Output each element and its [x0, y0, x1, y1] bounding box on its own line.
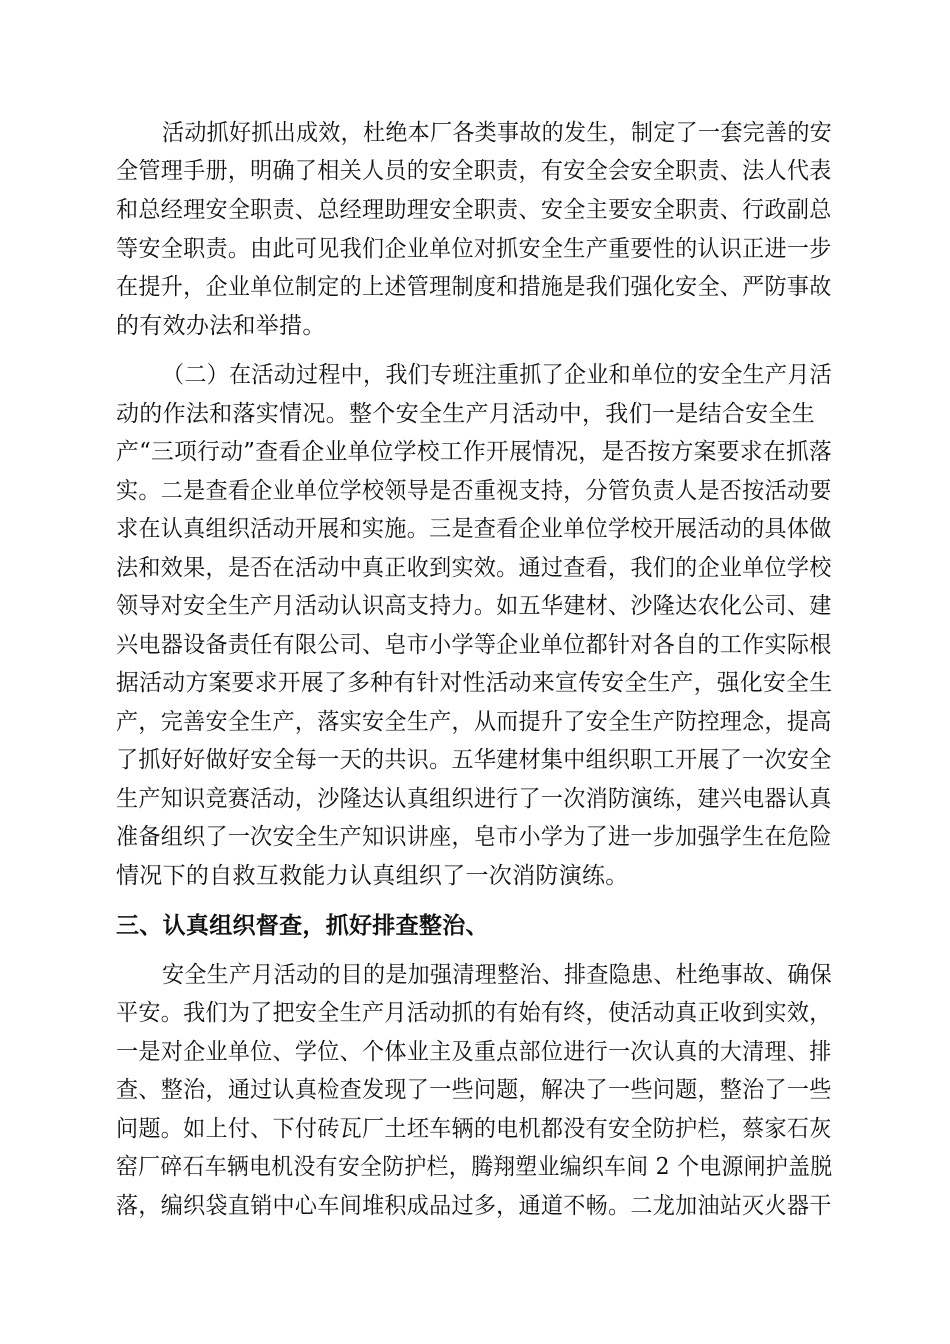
paragraph-2-line: 了抓好好做好安全每一天的共识。五华建材集中组织职工开展了一次安全 — [116, 747, 832, 773]
paragraph-3-line: 问题。如上付、下付砖瓦厂土坯车辆的电机都没有安全防护栏，蔡家石灰 — [116, 1116, 832, 1142]
paragraph-1-line: 全管理手册，明确了相关人员的安全职责，有安全会安全职责、法人代表 — [116, 158, 832, 184]
paragraph-3-line: 查、整治，通过认真检查发现了一些问题，解决了一些问题，整治了一些 — [116, 1077, 832, 1103]
paragraph-2-line: 生产知识竞赛活动，沙隆达认真组织进行了一次消防演练，建兴电器认真 — [116, 786, 832, 812]
paragraph-2-line: 兴电器设备责任有限公司、皂市小学等企业单位都针对各自的工作实际根 — [116, 632, 832, 658]
paragraph-2-line: 动的作法和落实情况。整个安全生产月活动中，我们一是结合安全生 — [116, 401, 815, 427]
paragraph-2-line: 产，完善安全生产，落实安全生产，从而提升了安全生产防控理念，提高 — [116, 709, 832, 735]
paragraph-3-line: 落，编织袋直销中心车间堆积成品过多，通道不畅。二龙加油站灭火器干 — [116, 1193, 832, 1219]
paragraph-2-line: 据活动方案要求开展了多种有针对性活动来宣传安全生产，强化安全生 — [116, 670, 833, 696]
paragraph-2-line: （二）在活动过程中，我们专班注重抓了企业和单位的安全生产月活 — [162, 362, 832, 388]
paragraph-2-line: 情况下的自救互救能力认真组织了一次消防演练。 — [116, 863, 629, 889]
paragraph-3-line: 平安。我们为了把安全生产月活动抓的有始有终，使活动真正收到实效， — [116, 1000, 832, 1026]
paragraph-2-line: 法和效果，是否在活动中真正收到实效。通过查看，我们的企业单位学校 — [116, 555, 832, 581]
paragraph-2-line: 准备组织了一次安全生产知识讲座，皂市小学为了进一步加强学生在危险 — [116, 824, 832, 850]
paragraph-1-line: 的有效办法和举措。 — [116, 313, 326, 339]
paragraph-1-line: 等安全职责。由此可见我们企业单位对抓安全生产重要性的认识正进一步 — [116, 236, 832, 262]
paragraph-3-line: 安全生产月活动的目的是加强清理整治、排查隐患、杜绝事故、确保 — [162, 962, 832, 988]
paragraph-1-line: 在提升，企业单位制定的上述管理制度和措施是我们强化安全、严防事故 — [116, 274, 832, 300]
paragraph-2-line: 实。二是查看企业单位学校领导是否重视支持，分管负责人是否按活动要 — [116, 478, 832, 504]
paragraph-2-line: 求在认真组织活动开展和实施。三是查看企业单位学校开展活动的具体做 — [116, 516, 832, 542]
paragraph-1-line: 活动抓好抓出成效，杜绝本厂各类事故的发生，制定了一套完善的安 — [162, 120, 832, 146]
section-heading: 三、认真组织督查，抓好排查整治、 — [116, 913, 489, 939]
paragraph-3-line: 一是对企业单位、学位、个体业主及重点部位进行一次认真的大清理、排 — [116, 1039, 832, 1065]
paragraph-3-line: 窑厂碎石车辆电机没有安全防护栏，腾翔塑业编织车间 2 个电源闸护盖脱 — [116, 1154, 833, 1180]
paragraph-1-line: 和总经理安全职责、总经理助理安全职责、安全主要安全职责、行政副总 — [116, 197, 832, 223]
paragraph-2-line: 产“三项行动”查看企业单位学校工作开展情况，是否按方案要求在抓落 — [116, 439, 833, 465]
paragraph-2-line: 领导对安全生产月活动认识高支持力。如五华建材、沙隆达农化公司、建 — [116, 593, 832, 619]
